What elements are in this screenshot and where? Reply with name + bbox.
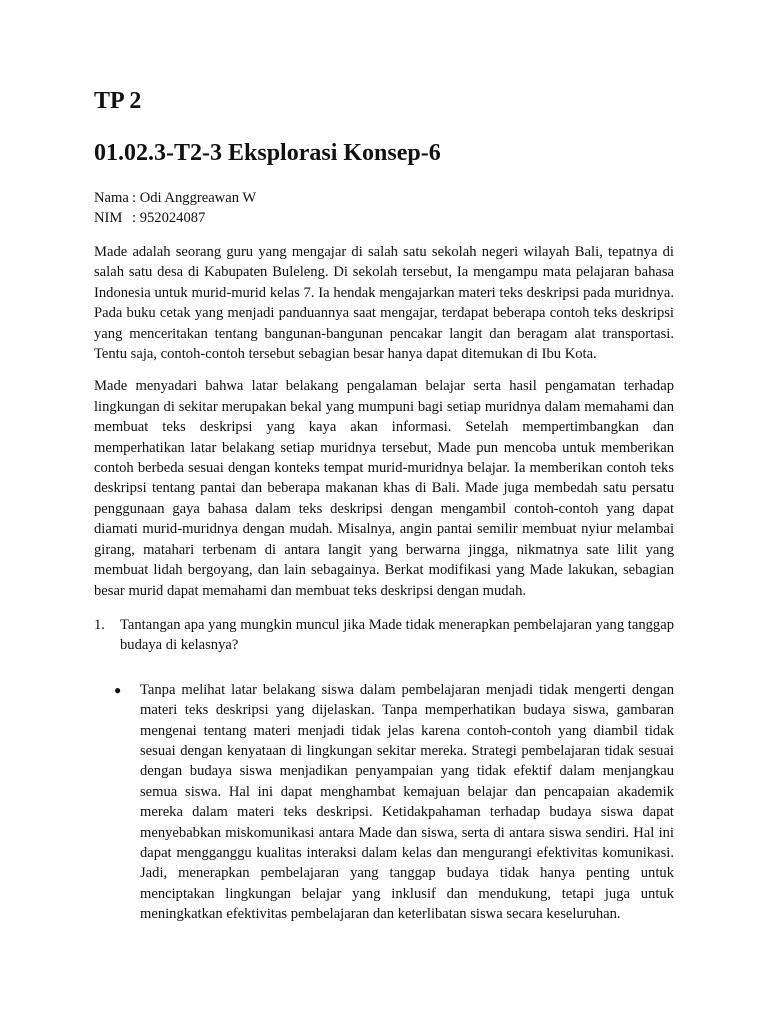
bullet-icon: ● <box>114 682 122 697</box>
name-row <box>94 188 674 208</box>
question-text: Tantangan apa yang mungkin muncul jika Made tidak menerapkan pembelajaran yang tanggap budaya di kelasnya? <box>120 616 674 654</box>
answer-text: Tanpa melihat latar belakang siswa dalam pembelajaran menjadi tidak mengerti dengan materi teks deskripsi yang dijelaskan. Tanpa memperhatikan budaya siswa, gambaran mengenai tentang materi menjadi tidak jelas karena contoh-contoh yang diambil tidak sesuai dengan kenyataan di lingkungan sekitar mereka. Strategi pembelajaran tidak sesuai dengan budaya siswa menjadikan penyampaian yang tidak efektif dalam menjangkau semua siswa. Hal ini dapat menghambat kemajuan belajar dan pencapaian akademik mereka dalam materi teks deskripsi. Ketidakpahaman terhadap budaya siswa dapat menyebabkan miskomunikasi antara Made dan siswa, serta di antara siswa sendiri. Hal ini dapat mengganggu kualitas interaksi dalam kelas dan mengurangi efektivitas komunikasi. Jadi, menerapkan pembelajaran yang tanggap budaya tidak hanya penting untuk menciptakan lingkungan belajar yang inklusif dan mendukung, tetapi juga untuk meningkatkan efektivitas pembelajaran dan keterlibatan siswa secara keseluruhan. <box>140 681 674 923</box>
name-label: Nama <box>94 190 129 206</box>
paragraph-1: Made adalah seorang guru yang mengajar di salah satu sekolah negeri wilayah Bali, tepatnya di salah satu desa di Kabupaten Buleleng. Di sekolah tersebut, Ia mengampu mata pelajaran bahasa Indonesia untuk murid-murid kelas 7. Ia hendak mengajarkan materi teks deskripsi pada muridnya. Pada buku cetak yang menjadi panduannya saat mengajar, terdapat beberapa contoh teks deskripsi yang menceritakan tentang bangunan-bangunan pencakar langit dan beragam alat transportasi. Tentu saja, contoh-contoh tersebut sebagian besar hanya dapat ditemukan di Ibu Kota. <box>94 244 674 363</box>
nim-row <box>94 208 674 228</box>
question-item <box>94 615 674 656</box>
paragraph-2: Made menyadari bahwa latar belakang pengalaman belajar serta hasil pengamatan terhadap lingkungan di sekitar merupakan bekal yang mumpuni bagi setiap muridnya dalam memahami dan membuat teks deskripsi yang kaya akan informasi. Setelah mempertimbangkan dan memperhatikan latar belakang setiap muridnya tersebut, Made pun mencoba untuk memberikan contoh berbeda sesuai dengan konteks tempat murid-muridnya belajar. Ia memberikan contoh teks deskripsi tentang pantai dan beberapa makanan khas di Bali. Made juga membedah satu persatu penggunaan gaya bahasa dalam teks deskripsi dengan mengambil contoh-contoh yang dapat diamati murid-muridnya dengan mudah. Misalnya, angin pantai semilir membuat nyiur melambai girang, matahari terbenam di antara langit yang berwarna jingga, nikmatnya sate lilit yang membuat lidah bergoyang, dan lain sebagainya. Berkat modifikasi yang Made lakukan, sebagian besar murid dapat memahami dan membuat teks deskripsi dengan mudah. <box>94 378 674 599</box>
identity-block <box>94 188 674 228</box>
question-number: 1. <box>94 616 105 633</box>
name-value: : Odi Anggreawan W <box>132 190 257 206</box>
answer-item <box>94 680 674 925</box>
nim-label: NIM <box>94 210 123 226</box>
document-title: 01.02.3-T2-3 Eksplorasi Konsep-6 <box>94 140 441 166</box>
nim-value: : 952024087 <box>132 210 206 226</box>
document-heading: TP 2 <box>94 88 142 114</box>
